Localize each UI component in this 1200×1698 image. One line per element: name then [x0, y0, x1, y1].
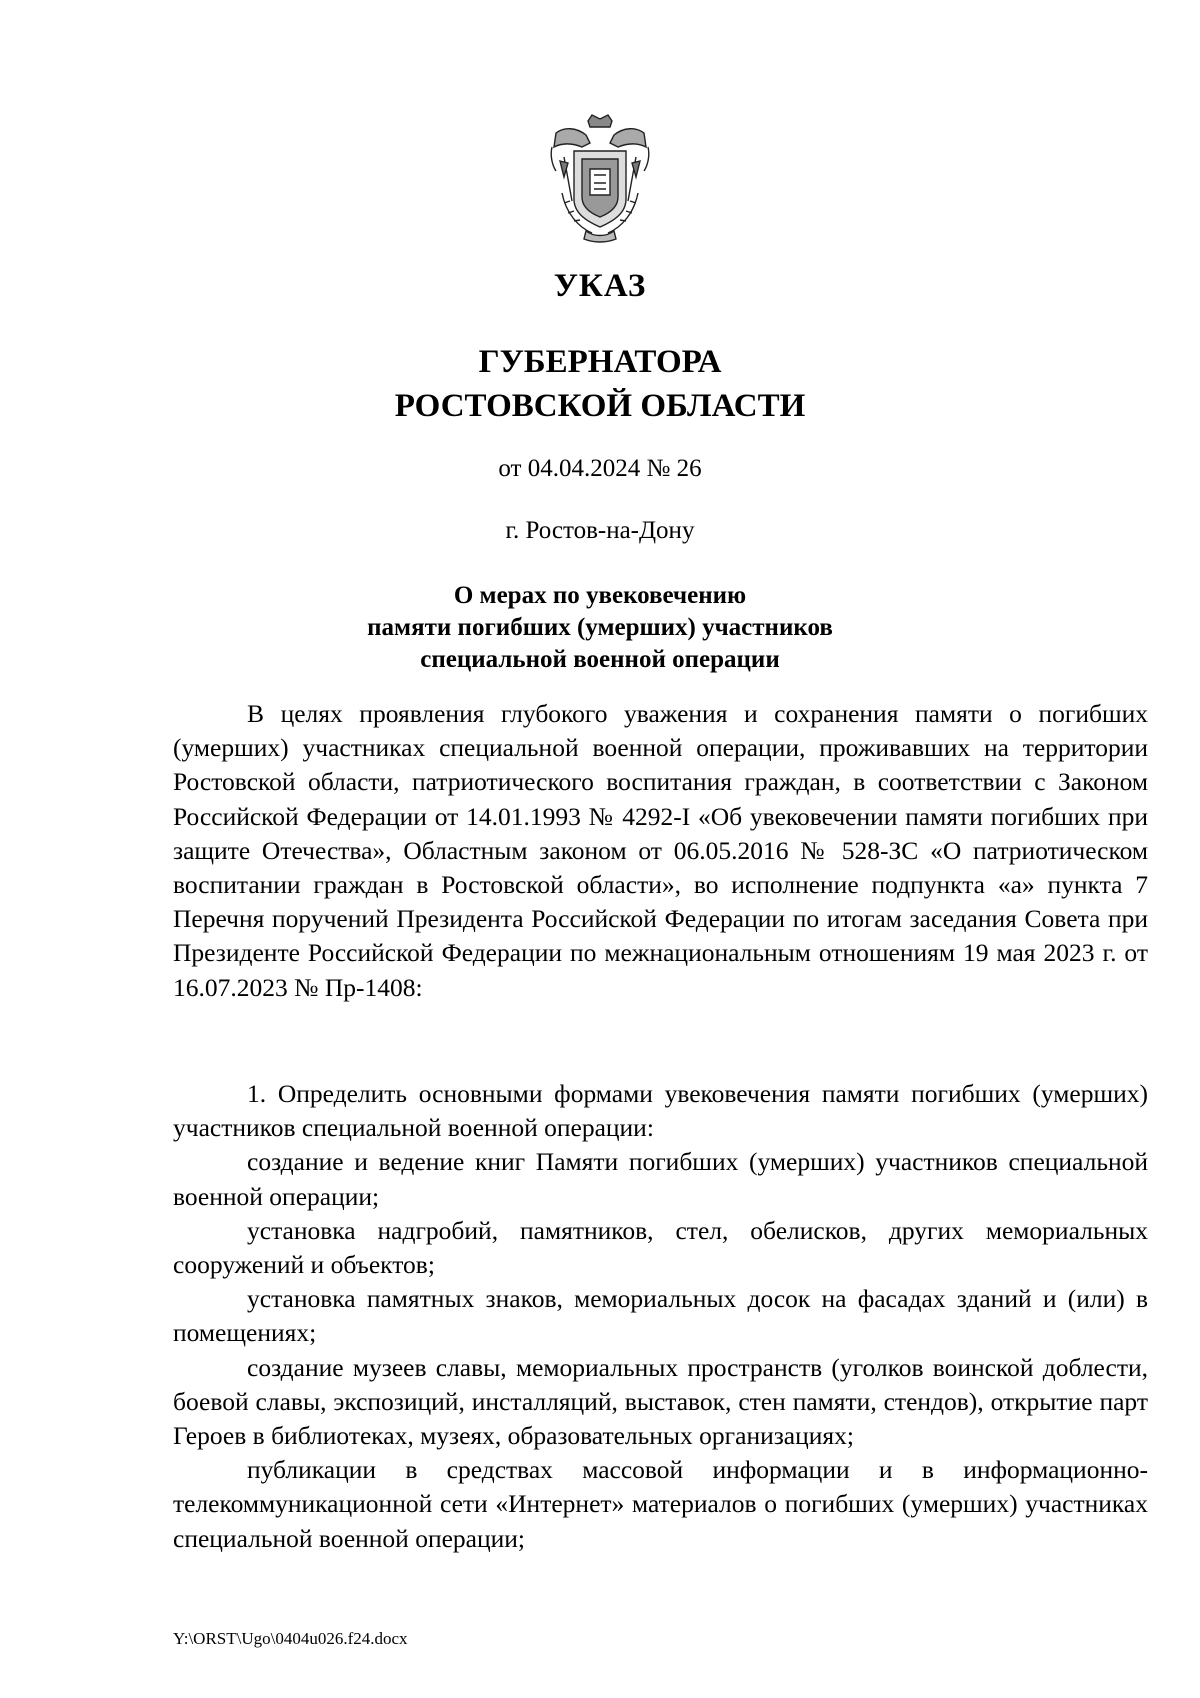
preamble-section [173, 697, 1148, 1005]
clause-1: 1. Определить основными формами увековечения памяти погибших (умерших) участников специальной военной операции: [173, 1079, 1148, 1143]
authority-line-2: РОСТОВСКОЙ ОБЛАСТИ [394, 388, 806, 424]
coat-of-arms-icon [542, 113, 652, 243]
authority-line-1: ГУБЕРНАТОРА [478, 344, 722, 380]
title-line-3: специальной военной операции [420, 646, 780, 673]
title-line-1: О мерах по увековечению [453, 582, 747, 609]
document-type-heading: УКАЗ [553, 268, 647, 304]
document-title [0, 580, 1200, 676]
issuing-authority [0, 340, 1200, 428]
file-path-footer: Y:\ORST\Ugo\0404u026.f24.docx [173, 1629, 408, 1648]
clause-1-item: установка памятных знаков, мемориальных досок на фасадах зданий и (или) в помещениях; [173, 1284, 1148, 1348]
preamble-paragraph: В целях проявления глубокого уважения и сохранения памяти о погибших (умерших) участниках специальной военной операции, проживавших на территории Ростовской области, патриотического воспитания граждан, в соответствии с Законом Российской Федерации от 14.01.1993 № 4292-I «Об увековечении памяти погибших при защите Отечества», Областным законом от 06.05.2016 № 528-ЗС «О патриотическом воспитании граждан в Ростовской области», во исполнение подпункта «а» пункта 7 Перечня поручений Президента Российской Федерации по итогам заседания Совета при Президенте Российской Федерации по межнациональным отношениям 19 мая 2023 г. от 16.07.2023 № Пр-1408: [173, 699, 1148, 1002]
clause-1-item: создание музеев славы, мемориальных пространств (уголков воинской доблести, боевой славы, экспозиций, инсталляций, выставок, стен памяти, стендов), открытие парт Героев в библиотеках, музеях, образовательных организациях; [173, 1352, 1148, 1451]
clause-1-item: публикации в средствах массовой информации и в информационно-телекоммуникационной сети «Интернет» материалов о погибших (умерших) участниках специальной военной операции; [173, 1455, 1148, 1553]
clause-1-item: создание и ведение книг Памяти погибших (умерших) участников специальной военной операции; [173, 1147, 1148, 1211]
document-date-number: от 04.04.2024 № 26 [498, 455, 702, 482]
title-line-2: памяти погибших (умерших) участников [367, 614, 833, 641]
document-city: г. Ростов-на-Дону [505, 517, 695, 544]
clause-1-item: установка надгробий, памятников, стел, обелисков, других мемориальных сооружений и объектов; [173, 1215, 1148, 1280]
clauses-section [173, 1077, 1148, 1556]
